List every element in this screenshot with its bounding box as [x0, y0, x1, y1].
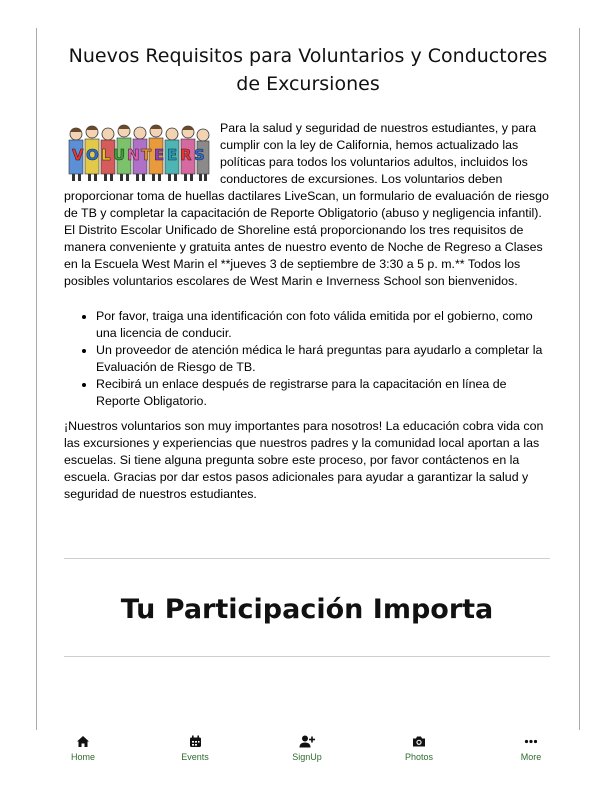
- svg-text:R: R: [180, 146, 192, 164]
- svg-text:E: E: [154, 146, 165, 164]
- svg-text:V: V: [72, 146, 84, 164]
- section-heading: Tu Participación Importa: [120, 594, 494, 625]
- article: [64, 42, 552, 503]
- nav-events[interactable]: [155, 735, 235, 762]
- divider: [64, 656, 550, 657]
- requirements-list: [64, 308, 552, 410]
- divider: [64, 558, 550, 559]
- volunteers-illustration: [66, 122, 210, 182]
- list-item: • Por favor, traiga una identificación con foto válida emitida por el gobierno, como una licencia de conducir.: [96, 308, 552, 342]
- svg-text:T: T: [141, 146, 152, 164]
- svg-text:N: N: [127, 146, 140, 164]
- nav-home-label: Home: [70, 752, 95, 762]
- article-title: Nuevos Requisitos para Voluntarios y Conductores de Excursiones: [68, 45, 548, 95]
- nav-photos-label: Photos: [404, 752, 434, 762]
- home-icon: [76, 735, 90, 748]
- district-paragraph: El Distrito Escolar Unificado de Shoreline está proporcionando los tres requisitos de manera conveniente y gratuita antes de nuestro evento de Noche de Regreso a Clases en la Escuela West Marin el **jueves 3 de septiembre de 3:30 a 5 p. m.** Todos los posibles voluntarios escolares de West Marin e Inverness School son bienvenidos.: [64, 223, 543, 288]
- nav-photos[interactable]: [379, 735, 459, 762]
- nav-more-label: More: [520, 752, 542, 762]
- nav-signup-label: SignUp: [292, 752, 322, 762]
- nav-events-label: Events: [181, 752, 209, 762]
- more-dots-icon: [524, 735, 538, 748]
- intro-paragraph: Para la salud y seguridad de nuestros estudiantes, y para cumplir con la ley de California, hemos actualizado las políticas para todos los voluntarios adultos, incluidos los conductores de excursiones. Los voluntarios deben proporcionar toma de huellas dactilares LiveScan, un formulario de evaluación de riesgo de TB y completar la capacitación de Reporte Obligatorio (abuso y negligencia infantil).: [64, 121, 549, 220]
- add-user-icon: [299, 735, 315, 748]
- bottom-nav: [27, 730, 588, 770]
- nav-home[interactable]: [43, 735, 123, 762]
- svg-text:U: U: [113, 146, 126, 164]
- closing-paragraph: ¡Nuestros voluntarios son muy importantes para nosotros! La educación cobra vida con las excursiones y experiencias que nuestros padres y la comunidad local aportan a las escuelas. Si tiene alguna pregunta sobre este proceso, por favor contáctenos en la escuela. Gracias por dar estos pasos adicionales para ayudar a garantizar la salud y seguridad de nuestros estudiantes.: [64, 419, 544, 501]
- nav-signup[interactable]: [267, 735, 347, 762]
- article-intro: [64, 120, 552, 290]
- svg-text:L: L: [101, 146, 111, 164]
- list-item: • Recibirá un enlace después de registrarse para la capacitación en línea de Reporte Obligatorio.: [96, 376, 552, 410]
- nav-more[interactable]: [491, 735, 571, 762]
- svg-text:E: E: [167, 146, 178, 164]
- svg-text:O: O: [86, 146, 99, 164]
- camera-icon: [412, 735, 426, 748]
- list-item: • Un proveedor de atención médica le hará preguntas para ayudarlo a completar la Evaluación de Riesgo de TB.: [96, 342, 552, 376]
- svg-text:S: S: [194, 146, 205, 164]
- calendar-icon: [189, 735, 202, 748]
